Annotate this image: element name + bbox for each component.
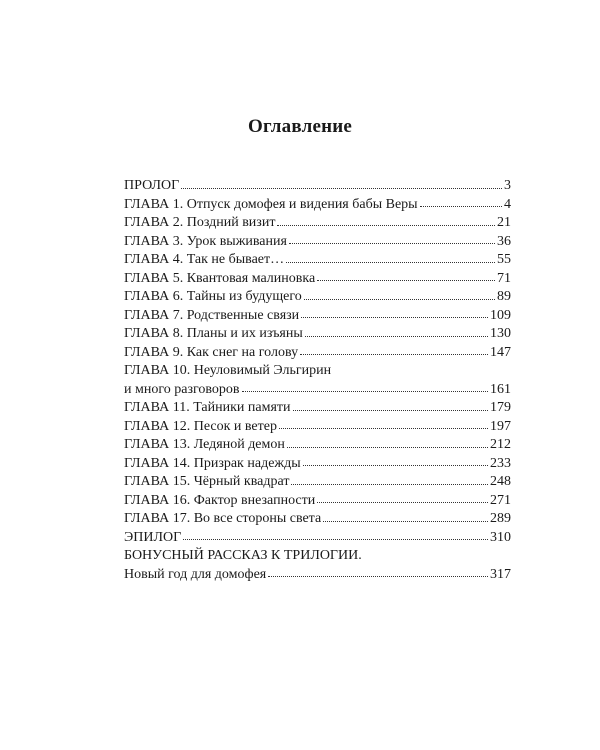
- toc-entry-chapter-11[interactable]: [124, 399, 511, 418]
- toc-entry-label: ГЛАВА 14. Призрак надежды: [124, 455, 301, 471]
- toc-entry-chapter-2[interactable]: [124, 214, 511, 233]
- toc-entry-label: ГЛАВА 7. Родственные связи: [124, 307, 300, 323]
- toc-entry-bonus[interactable]: [124, 566, 511, 585]
- toc-entry-page: 21: [497, 215, 511, 230]
- page-title: Оглавление: [247, 116, 353, 137]
- toc-entry-page: 248: [490, 474, 511, 489]
- dot-leader: [183, 539, 488, 540]
- dot-leader: [303, 465, 488, 466]
- toc-entry-page: 161: [490, 381, 511, 397]
- toc-entry-page: 109: [490, 307, 511, 323]
- toc-entry-chapter-4[interactable]: [124, 251, 511, 270]
- toc-entry-chapter-13[interactable]: [124, 436, 511, 455]
- toc-entry-page: 212: [490, 437, 511, 452]
- toc-entry-chapter-17[interactable]: [124, 510, 511, 529]
- toc-entry-page: 271: [490, 492, 511, 508]
- dot-leader: [293, 410, 489, 411]
- toc-entry-page: 71: [497, 270, 511, 286]
- toc-entry-chapter-3[interactable]: [124, 233, 511, 252]
- dot-leader: [242, 391, 489, 392]
- toc-entry-chapter-16[interactable]: [124, 492, 511, 511]
- table-of-contents: [124, 177, 511, 584]
- toc-entry-page: 4: [504, 196, 511, 212]
- dot-leader: [301, 317, 488, 318]
- toc-entry-page: 233: [490, 455, 511, 471]
- toc-entry-chapter-10-line1[interactable]: ГЛАВА 10. Неуловимый Эльгирин: [124, 363, 332, 378]
- toc-entry-label: ГЛАВА 17. Во все стороны света: [124, 511, 322, 526]
- toc-entry-chapter-8[interactable]: [124, 325, 511, 344]
- toc-entry-label: ГЛАВА 15. Чёрный квадрат: [124, 474, 290, 489]
- toc-entry-page: 89: [497, 289, 511, 304]
- toc-entry-label: ГЛАВА 9. Как снег на голову: [124, 344, 299, 360]
- toc-entry-bonus-line1[interactable]: БОНУСНЫЙ РАССКАЗ К ТРИЛОГИИ.: [124, 548, 362, 563]
- toc-entry-label: ПРОЛОГ: [124, 178, 180, 193]
- toc-entry-label: ГЛАВА 8. Планы и их изъяны: [124, 326, 303, 341]
- dot-leader: [300, 354, 488, 355]
- toc-entry-page: 310: [490, 529, 511, 545]
- dot-leader: [305, 336, 488, 337]
- toc-entry-label: ГЛАВА 11. Тайники памяти: [124, 400, 291, 415]
- toc-entry-label: ГЛАВА 12. Песок и ветер: [124, 418, 277, 434]
- dot-leader: [286, 262, 495, 263]
- toc-entry-page: 317: [490, 566, 511, 582]
- toc-entry-chapter-14[interactable]: [124, 455, 511, 474]
- toc-entry-label: ГЛАВА 3. Урок выживания: [124, 233, 287, 249]
- dot-leader: [279, 428, 488, 429]
- toc-entry-chapter-15[interactable]: [124, 473, 511, 492]
- toc-entry-chapter-9[interactable]: [124, 344, 511, 363]
- toc-entry-page: 36: [497, 233, 511, 249]
- dot-leader: [420, 206, 502, 207]
- toc-entry-label: и много разговоров: [124, 381, 240, 397]
- toc-entry-label: ЭПИЛОГ: [124, 529, 182, 545]
- toc-entry-prologue[interactable]: [124, 177, 511, 196]
- toc-entry-label: Новый год для домофея: [124, 566, 267, 582]
- dot-leader: [287, 447, 488, 448]
- dot-leader: [323, 521, 488, 522]
- dot-leader: [268, 576, 488, 577]
- dot-leader: [181, 188, 502, 189]
- toc-entry-page: 289: [490, 511, 511, 526]
- toc-entry-label: ГЛАВА 5. Квантовая малиновка: [124, 270, 316, 286]
- toc-entry-page: 147: [490, 344, 511, 360]
- toc-entry-page: 55: [497, 252, 511, 267]
- toc-entry-label: ГЛАВА 2. Поздний визит: [124, 215, 276, 230]
- toc-entry-label: ГЛАВА 16. Фактор внезапности: [124, 492, 316, 508]
- toc-entry-label: ГЛАВА 4. Так не бывает…: [124, 252, 285, 267]
- dot-leader: [289, 243, 495, 244]
- dot-leader: [317, 502, 488, 503]
- toc-entry-chapter-6[interactable]: [124, 288, 511, 307]
- toc-entry-page: 197: [490, 418, 511, 434]
- toc-entry-chapter-10[interactable]: [124, 381, 511, 400]
- toc-entry-page: 179: [490, 400, 511, 415]
- toc-entry-chapter-12[interactable]: [124, 418, 511, 437]
- toc-entry-epilogue[interactable]: [124, 529, 511, 548]
- toc-entry-page: 3: [504, 178, 511, 193]
- toc-entry-chapter-1[interactable]: [124, 196, 511, 215]
- toc-entry-label: ГЛАВА 1. Отпуск домофея и видения бабы Веры: [124, 196, 418, 212]
- dot-leader: [317, 280, 495, 281]
- toc-entry-chapter-7[interactable]: [124, 307, 511, 326]
- dot-leader: [277, 225, 495, 226]
- toc-entry-label: ГЛАВА 13. Ледяной демон: [124, 437, 285, 452]
- dot-leader: [304, 299, 495, 300]
- toc-entry-chapter-5[interactable]: [124, 270, 511, 289]
- toc-entry-page: 130: [490, 326, 511, 341]
- toc-entry-label: ГЛАВА 6. Тайны из будущего: [124, 289, 302, 304]
- dot-leader: [291, 484, 488, 485]
